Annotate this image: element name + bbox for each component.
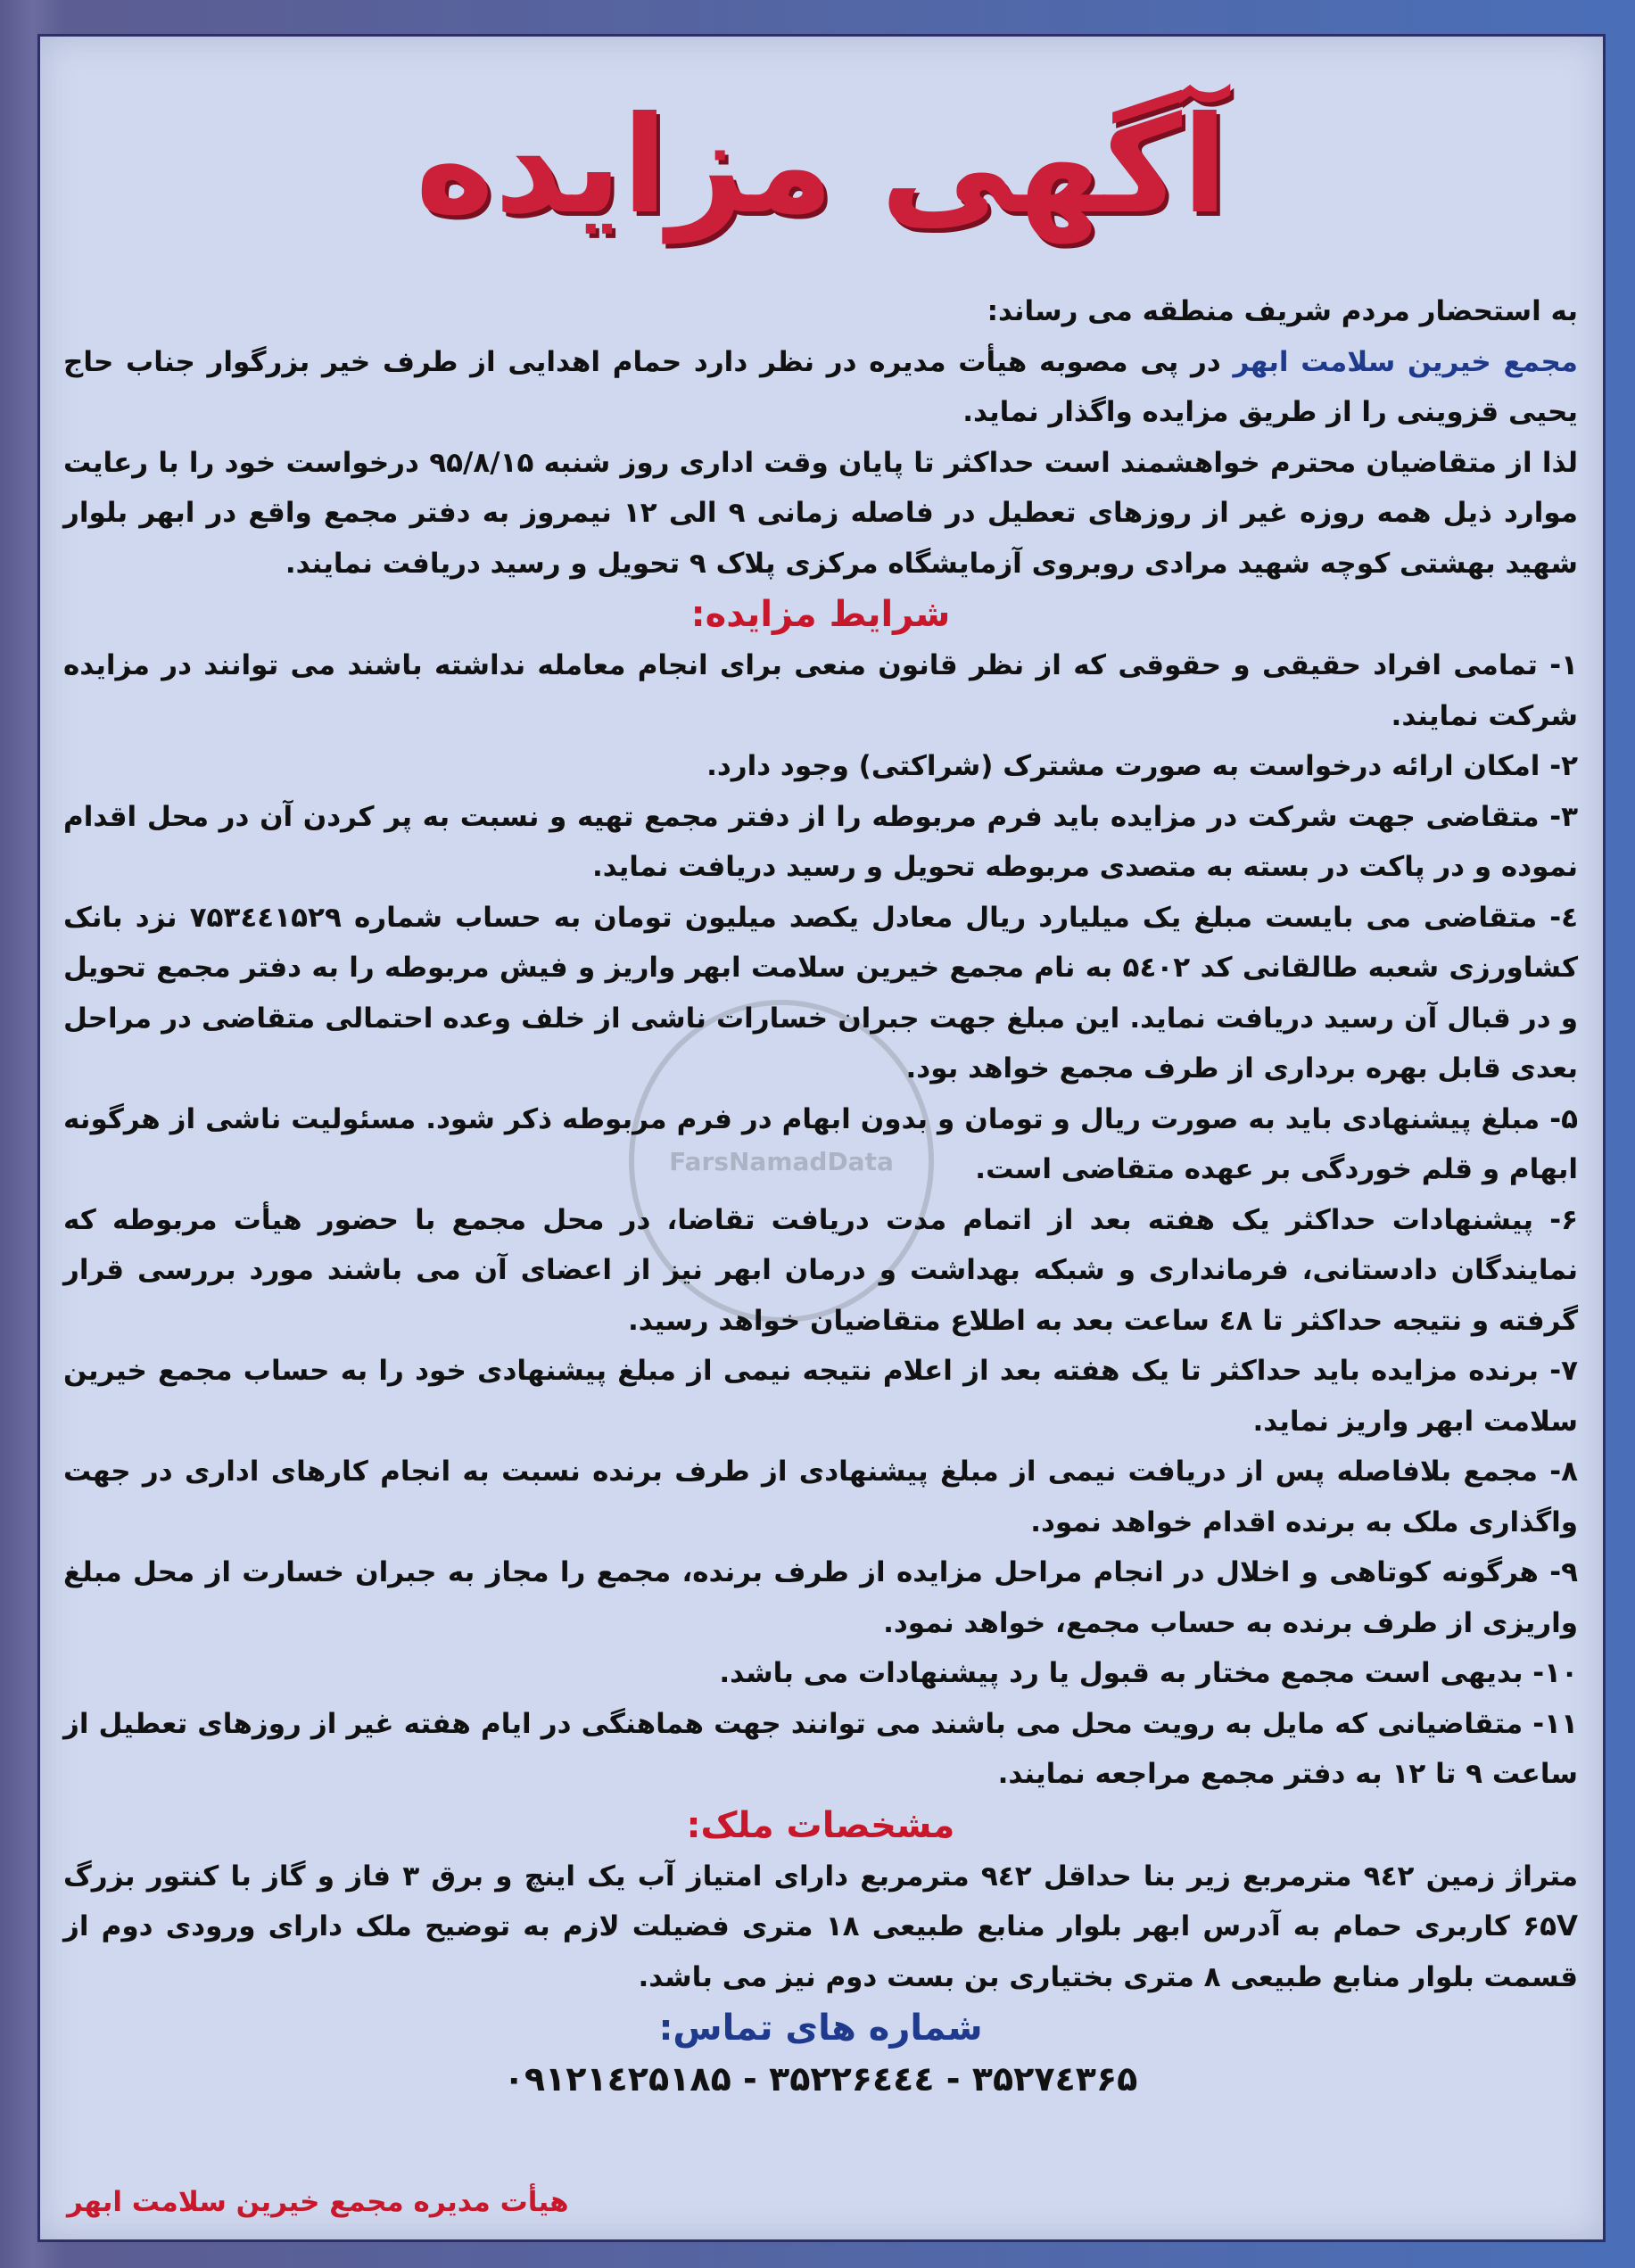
condition-item: ۶- پیشنهادات حداکثر یک هفته بعد از اتمام مدت دریافت تقاضا، در محل مجمع با حضور هیأت مربوطه که نمایندگان دادستانی، فرمانداری و شبکه بهداشت و درمان ابهر نیز از اعضای آن می باشند مورد بررسی قرار گرفته و نتیجه حداکثر تا ٤۸ ساعت بعد به اطلاع متقاضیان خواهد رسید. bbox=[63, 1203, 1578, 1337]
condition-item: ۱۰- بدیهی است مجمع مختار به قبول یا رد پیشنهادات می باشد. bbox=[719, 1657, 1578, 1689]
phone-numbers: ۳۵۲۷٤۳۶۵ - ۳۵۲۲۶٤٤٤ - ۰۹۱۲۱٤۲۵۱۸۵ bbox=[503, 2059, 1138, 2099]
conditions-heading: شرایط مزایده: bbox=[690, 594, 951, 635]
auction-notice bbox=[37, 34, 1606, 2242]
intro-rest: در پی مصوبه هیأت مدیره در نظر دارد حمام اهدایی از طرف خیر بزرگوار جناب حاج یحیی قزوینی را از طریق مزایده واگذار نماید. bbox=[63, 345, 1578, 428]
notice-body bbox=[63, 286, 1578, 2105]
condition-item: ۱- تمامی افراد حقیقی و حقوقی که از نظر قانون منعی برای انجام معامله نداشته باشند می توانند در مزایده شرکت نمایند. bbox=[63, 649, 1578, 732]
watermark-text: FarsNamadData bbox=[669, 1146, 894, 1176]
intro-org-line bbox=[63, 337, 1578, 438]
org-name: مجمع خیرین سلامت ابهر bbox=[1233, 345, 1578, 378]
condition-item: ۱۱- متقاضیانی که مایل به رویت محل می باشند می توانند جهت هماهنگی در ایام هفته غیر از روزهای تعطیل از ساعت ۹ تا ۱۲ به دفتر مجمع مراجعه نمایند. bbox=[63, 1707, 1578, 1790]
condition-item: ٤- متقاضی می بایست مبلغ یک میلیارد ریال معادل یکصد میلیون تومان به حساب شماره ۷۵۳٤٤۱۵۲۹ نزد بانک کشاورزی شعبه طالقانی کد ۵٤۰۲ به نام مجمع خیرین سلامت ابهر واریز و فیش مربوطه را به دفتر مجمع تحویل و در قبال آن رسید دریافت نماید. این مبلغ جهت جبران خسارات ناشی از خلف وعده احتمالی متقاضی در مراحل بعدی قابل بهره برداری از طرف مجمع خواهد بود. bbox=[63, 901, 1578, 1085]
condition-item: ۸- مجمع بلافاصله پس از دریافت نیمی از مبلغ پیشنهادی از طرف برنده نسبت به انجام کارهای اداری در جهت واگذاری ملک به برنده اقدام خواهد نمود. bbox=[63, 1456, 1578, 1538]
condition-item: ۹- هرگونه کوتاهی و اخلال در انجام مراحل مزایده از طرف برنده، مجمع را مجاز به جبران خسارت از محل مبلغ واریزی از طرف برنده به حساب مجمع، خواهد نمود. bbox=[63, 1556, 1578, 1639]
intro-line: به استحضار مردم شریف منطقه می رساند: bbox=[987, 295, 1578, 327]
notice-title: آگهی مزایده bbox=[415, 88, 1228, 243]
condition-item: ۵- مبلغ پیشنهادی باید به صورت ریال و تومان و بدون ابهام در فرم مربوطه ذکر شود. مسئولیت ناشی از هرگونه ابهام و قلم خوردگی بر عهده متقاضی است. bbox=[63, 1102, 1578, 1185]
contact-heading: شماره های تماس: bbox=[658, 2008, 983, 2049]
property-heading: مشخصات ملک: bbox=[686, 1804, 955, 1846]
condition-item: ۲- امکان ارائه درخواست به صورت مشترک (شراکتی) وجود دارد. bbox=[706, 750, 1578, 782]
property-text: متراژ زمین ۹٤۲ مترمربع زیر بنا حداقل ۹٤۲ مترمربع دارای امتیاز آب یک اینچ و برق ۳ فاز و گاز با کنتور بزرگ ۶۵V کاربری حمام به آدرس ابهر بلوار منابع طبیعی ۱۸ متری فضیلت لازم به توضیح ملک دارای ورودی دوم از قسمت بلوار منابع طبیعی ۸ متری بختیاری بن بست دوم نیز می باشد. bbox=[63, 1860, 1579, 1993]
condition-item: ۳- متقاضی جهت شرکت در مزایده باید فرم مربوطه را از دفتر مجمع تهیه و نسبت به پر کردن آن در محل اقدام نموده و در پاکت در بسته به متصدی مربوطه تحویل و رسید دریافت نماید. bbox=[63, 800, 1578, 883]
intro-paragraph: لذا از متقاضیان محترم خواهشمند است حداکثر تا پایان وقت اداری روز شنبه ۹۵/۸/۱۵ درخواست خود را با رعایت موارد ذیل همه روزه غیر از روزهای تعطیل در فاصله زمانی ۹ الی ۱۲ نیمروز به دفتر مجمع واقع در ابهر بلوار شهید بهشتی کوچه شهید مرادی روبروی آزمایشگاه مرکزی پلاک ۹ تحویل و رسید دریافت نمایند. bbox=[63, 446, 1579, 580]
signature-footer: هیأت مدیره مجمع خیرین سلامت ابهر bbox=[67, 2186, 569, 2218]
condition-item: ۷- برنده مزایده باید حداکثر تا یک هفته بعد از اعلام نتیجه نیمی از مبلغ پیشنهادی خود را به حساب مجمع خیرین سلامت ابهر واریز نماید. bbox=[63, 1355, 1578, 1438]
